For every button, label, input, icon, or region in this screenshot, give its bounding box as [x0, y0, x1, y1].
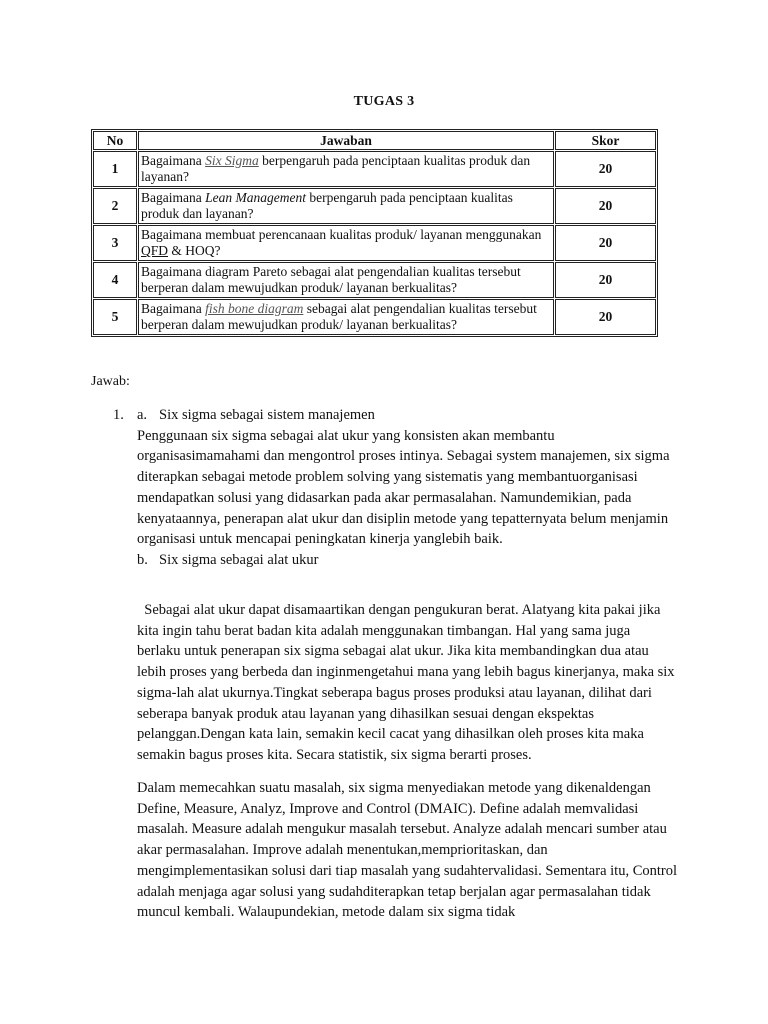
paragraph-text: Sebagai alat ukur dapat disamaartikan dengan pengukuran berat. Alatyang kita pakai jika kita ingin tahu berat badan kita adalah menggunakan timbangan. Hal yang sama juga berlaku untuk penerapan six sigma sebagai alat ukur. Jika kita membandingkan dua atau lebih proses yang berbeda dan inginmengetahui mana yang lebih bagus kinerjanya, maka six sigma-lah alat ukurnya.Tingkat seberapa bagus proses produksi atau layanan, dilihat dari seberapa banyak produk atau layanan yang dihasilkan sesuai dengan ekspektas pelanggan.Dengan kata lain, semakin kecil cacat yang dihasilkan oleh proses kita maka semakin bagus proses kita. Secara statistik, six sigma berarti proses.: [137, 602, 679, 763]
sub-label-b: b.: [137, 551, 148, 568]
row-question: [138, 225, 554, 261]
row-score: 20: [555, 262, 656, 298]
question-text: sebagai alat pengendalian kualitas tersebut berperan dalam mewujudkan produk/ layanan berkualitas?: [141, 301, 537, 332]
row-score: 20: [555, 225, 656, 261]
row-no: 2: [93, 188, 137, 224]
question-term: fish bone diagram: [205, 301, 304, 316]
table-row: [93, 299, 656, 335]
header-jawaban: Jawaban: [138, 131, 554, 150]
row-no: 4: [93, 262, 137, 298]
paragraph-b-2: [137, 778, 677, 923]
paragraph-b-1: [137, 600, 677, 766]
answer-number: 1.: [113, 407, 124, 423]
sub-heading-a: [137, 405, 677, 426]
row-no: 3: [93, 225, 137, 261]
table-row: [93, 188, 656, 224]
question-term: Lean Management: [205, 190, 306, 205]
question-text: Bagaimana: [141, 301, 206, 316]
question-text: berpengaruh pada penciptaan kualitas produk dan layanan?: [141, 190, 513, 221]
sub-label-a: a.: [137, 407, 148, 423]
question-term: Six Sigma: [205, 153, 259, 168]
row-question: [138, 188, 554, 224]
answer-section-1: [137, 405, 677, 571]
table-header-row: [93, 131, 656, 150]
sub-title-a: Six sigma sebagai sistem manajemen: [159, 407, 375, 423]
row-no: 1: [93, 151, 137, 187]
table-row: [93, 225, 656, 261]
questions-table: [91, 129, 658, 337]
jawab-label: Jawab:: [91, 374, 130, 389]
table-row: [93, 151, 656, 187]
row-no: 5: [93, 299, 137, 335]
document-title: TUGAS 3: [353, 94, 415, 109]
header-skor: Skor: [555, 131, 656, 150]
question-text: & HOQ?: [168, 243, 221, 258]
paragraph-a: Penggunaan six sigma sebagai alat ukur yang konsisten akan membantu organisasimamahami dan mengontrol proses intinya. Sebagai system manajemen, six sigma diterapkan sebagai metode problem solving yang sistematis yang membantuorganisasi mendapatkan solusi yang didasarkan pada akar permasalahan. Namundemikian, pada kenyataannya, penerapan alat ukur dan disiplin metode yang tepatternyata belum menjamin organisasi untuk mencapai peningkatan kinerja yanglebih baik.: [137, 427, 670, 548]
row-question: [138, 262, 554, 298]
paragraph-text: Dalam memecahkan suatu masalah, six sigma menyediakan metode yang dikenaldengan Define, Measure, Analyz, Improve and Control (DMAIC). Define adalah memvalidasi masalah. Measure adalah mengukur masalah tersebut. Analyze adalah mencari sumber atau akar permasalahan. Improve adalah menentukan,memprioritaskan, dan mengimplementasikan solusi dari tiap masalah yang sudahtervalidasi. Sementara itu, Control adalah menjaga agar solusi yang sudahditerapkan tetap berjalan agar permasalahan tidak muncul kembali. Walaupundekian, metode dalam six sigma tidak: [137, 780, 677, 921]
question-text: Bagaimana: [141, 190, 206, 205]
question-text: Bagaimana membuat perencanaan kualitas produk/ layanan menggunakan: [141, 227, 542, 242]
question-term: QFD: [141, 243, 169, 258]
sub-heading-b: [137, 550, 677, 571]
questions-table-wrapper: [91, 129, 658, 337]
row-question: [138, 299, 554, 335]
header-no: No: [93, 131, 137, 150]
question-text: Bagaimana diagram Pareto sebagai alat pengendalian kualitas tersebut berperan dalam mewujudkan produk/ layanan berkualitas?: [141, 264, 521, 295]
row-score: 20: [555, 299, 656, 335]
table-row: [93, 262, 656, 298]
question-text: berpengaruh pada penciptaan kualitas produk dan layanan?: [141, 153, 531, 184]
sub-title-b: Six sigma sebagai alat ukur: [159, 551, 319, 568]
row-score: 20: [555, 188, 656, 224]
question-text: Bagaimana: [141, 153, 206, 168]
row-question: [138, 151, 554, 187]
row-score: 20: [555, 151, 656, 187]
